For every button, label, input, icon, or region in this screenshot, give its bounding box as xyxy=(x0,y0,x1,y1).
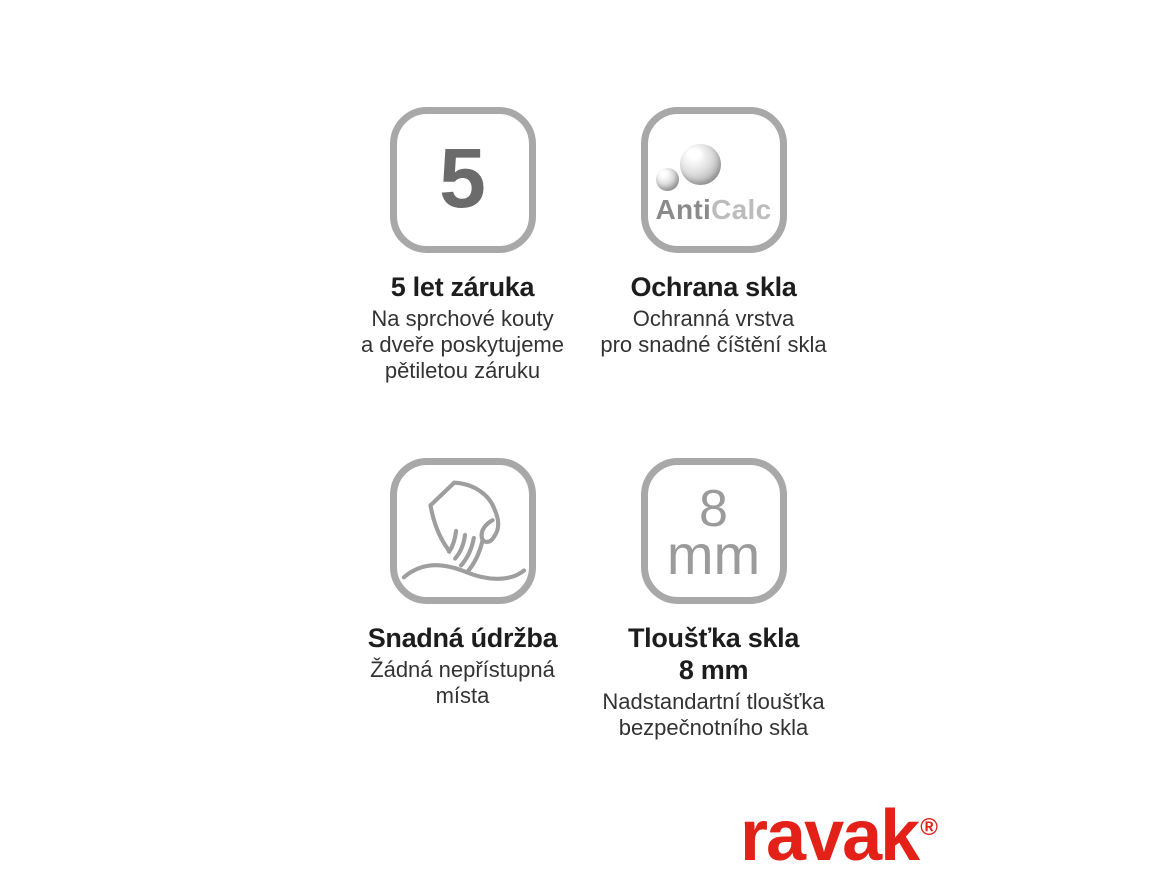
registered-trademark-icon: ® xyxy=(920,814,938,841)
description-line: Žádná nepřístupná xyxy=(370,657,555,682)
number-5-icon: 5 xyxy=(439,131,486,225)
feature-title: 5 let záruka xyxy=(390,272,535,302)
feature-title: Snadná údržba xyxy=(367,623,558,653)
feature-subtitle: 8 mm xyxy=(678,655,749,685)
8mm-icon xyxy=(666,480,761,586)
feature-title: Ochrana skla xyxy=(630,272,797,302)
description-line: Ochranná vrstva xyxy=(632,306,795,331)
water-drop-icon-small xyxy=(656,168,679,191)
feature-easy-maintenance xyxy=(337,458,588,741)
anticalc-badge xyxy=(641,107,787,253)
water-drop-icon-large xyxy=(680,144,721,185)
anticalc-wordmark xyxy=(648,196,780,224)
8mm-icon-number: 8 xyxy=(699,480,728,538)
feature-title: Tloušťka skla xyxy=(627,623,800,653)
ravak-logo xyxy=(740,796,938,876)
anticalc-text-calc: Calc xyxy=(711,194,772,225)
feature-warranty xyxy=(337,107,588,384)
feature-glass-protection xyxy=(588,107,839,384)
description-line: místa xyxy=(435,683,490,708)
maintenance-badge xyxy=(390,458,536,604)
warranty-badge xyxy=(390,107,536,253)
8mm-icon-unit: mm xyxy=(666,523,761,586)
feature-glass-thickness xyxy=(588,458,839,741)
description-line: Na sprchové kouty xyxy=(371,306,554,331)
description-line: Nadstandartní tloušťka xyxy=(602,689,825,714)
hand-wipe-icon xyxy=(397,465,529,597)
ravak-logo-text: ravak xyxy=(740,796,919,876)
description-line: pětiletou záruku xyxy=(384,358,541,383)
feature-grid xyxy=(337,107,839,741)
feature-description xyxy=(600,306,826,358)
feature-description xyxy=(361,306,564,384)
thickness-badge xyxy=(641,458,787,604)
description-line: bezpečnotního skla xyxy=(618,715,809,740)
feature-description xyxy=(602,689,824,741)
feature-description xyxy=(370,657,555,709)
description-line: a dveře poskytujeme xyxy=(361,332,564,357)
description-line: pro snadné číštění skla xyxy=(600,332,827,357)
anticalc-text-anti: Anti xyxy=(655,194,712,225)
